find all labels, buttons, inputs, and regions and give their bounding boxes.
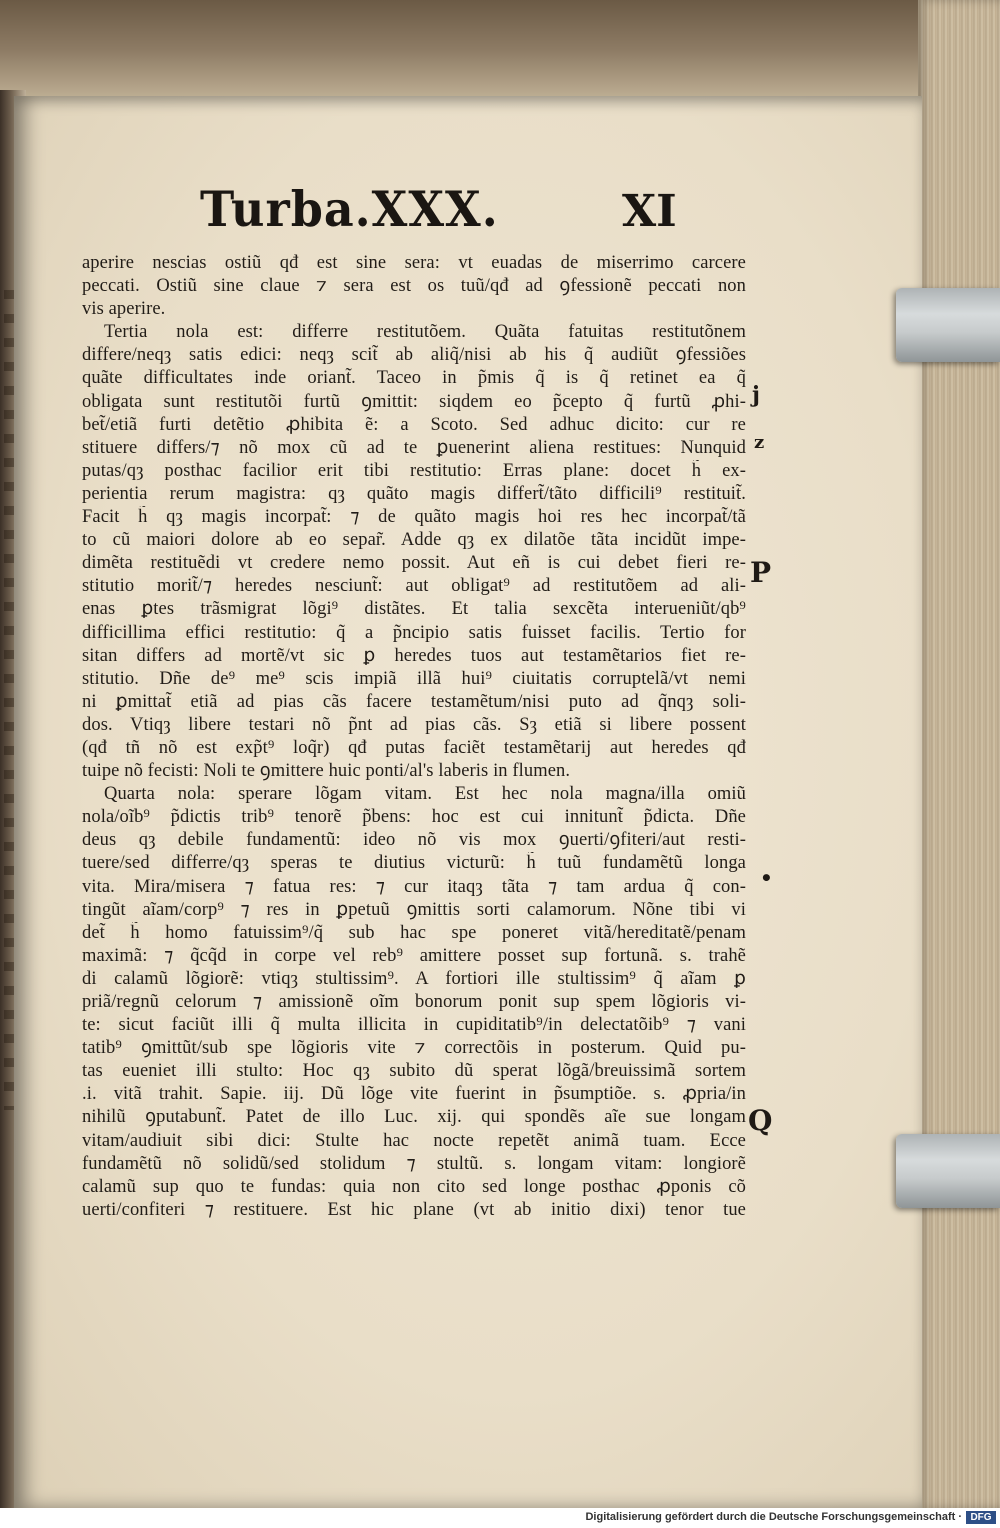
- text-line: maximã: ⁊ q̃cq̃d in corpe vel reb⁹ amittere posset sup fortunã. s. trahẽ: [82, 945, 746, 966]
- page-fore-edge: [918, 0, 1000, 1508]
- text-line: Tertia nola est: differre restitutõem. Quãta fatuitas restitutõnem: [104, 322, 746, 343]
- text-line: aperire nescias ostiũ qđ est sine sera: vt euadas de miserrimo carcere: [82, 253, 746, 273]
- text-line: vita. Mira/misera ⁊ fatua res: ⁊ cur itaqȝ tãta ⁊ tam ardua q̃ con-: [82, 876, 746, 897]
- text-line: dimẽta restituẽdi vt credere nemo possit. Aut eñ is cui debet fieri re-: [82, 553, 746, 574]
- book-top-edge: [0, 0, 1000, 110]
- text-line: calamũ sup quo te fundas: quia non cito sed longe posthac ꝓponis cõ: [82, 1176, 746, 1197]
- body-text: [82, 252, 746, 1222]
- text-line: peccati. Ostiũ sine claue ⁊ sera est os tuũ/qđ ad ꝯfessionẽ peccati non: [82, 276, 746, 297]
- text-line: bet̃/etiã furti detẽtio ꝓhibita ẽ: a Scoto. Sed adhuc dicito: cur re: [82, 414, 746, 435]
- marginal-letter-p: P: [750, 556, 772, 589]
- marginal-letter-z: z: [754, 432, 765, 453]
- text-line: stitutio morit̃/⁊ heredes nesciunt̃: aut obligat⁹ ad restitutõem ad ali-: [82, 576, 746, 597]
- text-line: stituere differs/⁊ nõ mox cũ ad te ꝑuenerint aliena restitues: Nunquid: [82, 437, 746, 458]
- text-line: difficillima effici restitutio: q̃ a p̃ncipio satis fuisset facilis. Tertio for: [82, 622, 746, 643]
- dfg-logo: DFG: [966, 1511, 996, 1524]
- page-clamp-top: [896, 288, 1000, 362]
- text-line: stitutio. Dñe de⁹ me⁹ scis impiã illã hui⁹ ciuitatis corruptelã/vt nemi: [82, 668, 746, 689]
- text-line: nola/oĩb⁹ p̃dictis trib⁹ tenorẽ p̃bens: hoc est cui innitunt̃ p̃dicta. Dñe: [82, 807, 746, 828]
- funding-credit: Digitalisierung gefördert durch die Deutsche Forschungsgemeinschaft ·: [585, 1511, 962, 1523]
- text-line: Quarta nola: sperare lõgam vitam. Est hec nola magna/illa omiũ: [104, 784, 746, 805]
- text-line: vis aperire.: [82, 299, 166, 320]
- text-line: nihilũ ꝯputabunt̃. Patet de illo Luc. xij. qui spondẽs aĩe sue longam: [82, 1107, 746, 1128]
- folio-number: XI: [622, 186, 677, 237]
- footer-bar: [0, 1508, 1000, 1528]
- text-line: Facit h̃ qȝ magis incorpat̃: ⁊ de quãto magis hoi res hec incorpat̃/tã: [82, 507, 746, 528]
- marginal-dot: •: [760, 866, 773, 890]
- text-line: ni ꝑmittat̃ etiã ad pias cãs facere testamẽtum/nisi puto ad q̃nqȝ soli-: [82, 691, 746, 712]
- text-line: det̃ h̃ homo fatuissim⁹/q̃ sub hac spe poneret vitã/hereditatẽ/penam: [82, 922, 746, 943]
- text-line: sitan differs ad mortẽ/vt sic ꝑ heredes tuos aut testamẽtarios fiet re-: [82, 645, 746, 666]
- text-line: putas/qȝ posthac facilior erit tibi restitutio: Erras plane: docet h̃ ex-: [82, 460, 746, 481]
- text-line: perientia rerum magistra: qȝ quãto magis differt̃/tãto difficili⁹ restituit̃.: [82, 483, 746, 504]
- text-line: vitam/audiuit sibi dici: Stulte hac nocte repetẽt animã tuam. Ecce: [82, 1130, 746, 1151]
- text-line: dos. Vtiqȝ libere testari nõ p̃nt ad pias cãs. Sȝ etiã si libere possent: [82, 714, 746, 735]
- text-line: tuipe nõ fecisti: Noli te ꝯmittere huic ponti/al's laberis in flumen.: [82, 761, 571, 782]
- text-line: (qđ tñ nõ est exp̃t⁹ loq̃r) qđ putas faciẽt testamẽtarij aut heredes qđ: [82, 737, 746, 758]
- text-line: tuere/sed differre/qȝ speras te diutius victurũ: h̃ tuũ fundamẽtũ longa: [82, 853, 746, 874]
- running-header-title: Turba.XXX.: [200, 180, 499, 238]
- text-line: to cũ maiori dolore ab eo separ̃. Adde qȝ ex dilatõe tãta incidũt impe-: [82, 530, 746, 551]
- text-line: tas eueniet illi stulto: Hoc qȝ subito dũ sperat lõgã/breuissimã sortem: [82, 1061, 746, 1082]
- page-clamp-bottom: [896, 1134, 1000, 1208]
- text-line: .i. vitã trahit. Sapie. iij. Dũ lõge vite fuerint in p̃sumptiõe. s. ꝓpria/in: [82, 1084, 746, 1105]
- text-line: uerti/confiteri ⁊ restituere. Est hic plane (vt ab initio dixi) tenor tue: [82, 1199, 746, 1220]
- marginal-letter-q: Q: [748, 1104, 773, 1137]
- text-line: di calamũ lõgiorẽ: vtiqȝ stultissim⁹. A fortiori ille stultissim⁹ q̃ aĩam ꝑ: [82, 968, 746, 989]
- text-line: tatib⁹ ꝯmittũt/sub spe lõgioris vite ⁊ correctõis in posterum. Quid pu-: [82, 1038, 746, 1059]
- text-line: deus qȝ debile fundamentũ: ideo nõ vis mox ꝯuerti/ꝯfiteri/aut resti-: [82, 830, 746, 851]
- text-line: tingũt aĩam/corp⁹ ⁊ res in ꝑpetuũ ꝯmittis sorti calamorum. Nõne tibi vi: [82, 899, 746, 920]
- text-line: priã/regnũ celorum ⁊ amissionẽ oĩm bonorum ponit sup spem lõgioris vi-: [82, 992, 746, 1012]
- text-line: te: sicut faciũt illi q̃ multa illicita in cupiditatib⁹/in delectatõib⁹ ⁊ vani: [82, 1015, 746, 1036]
- text-line: enas ꝑtes trãsmigrat lõgi⁹ distãtes. Et talia sexcẽta interueniũt/qb⁹: [82, 599, 746, 620]
- text-line: quãte difficultates inde oriant̃. Taceo in p̃mis q̃ is q̃ retinet ea q̃: [82, 368, 746, 389]
- text-line: differe/neqȝ satis edici: neqȝ scit̃ ab aliq̃/nisi ab his q̃ audiũt ꝯfessiões: [82, 345, 746, 366]
- text-line: fundamẽtũ nõ solidũ/sed stolidum ⁊ stultũ. s. longam vitam: longiorẽ: [82, 1153, 746, 1174]
- marginal-letter-j: j: [752, 382, 760, 408]
- text-line: obligata sunt restitutõi furtũ ꝯmittit: siqdem eo p̃cepto q̃ furtũ ꝓhi-: [82, 391, 746, 412]
